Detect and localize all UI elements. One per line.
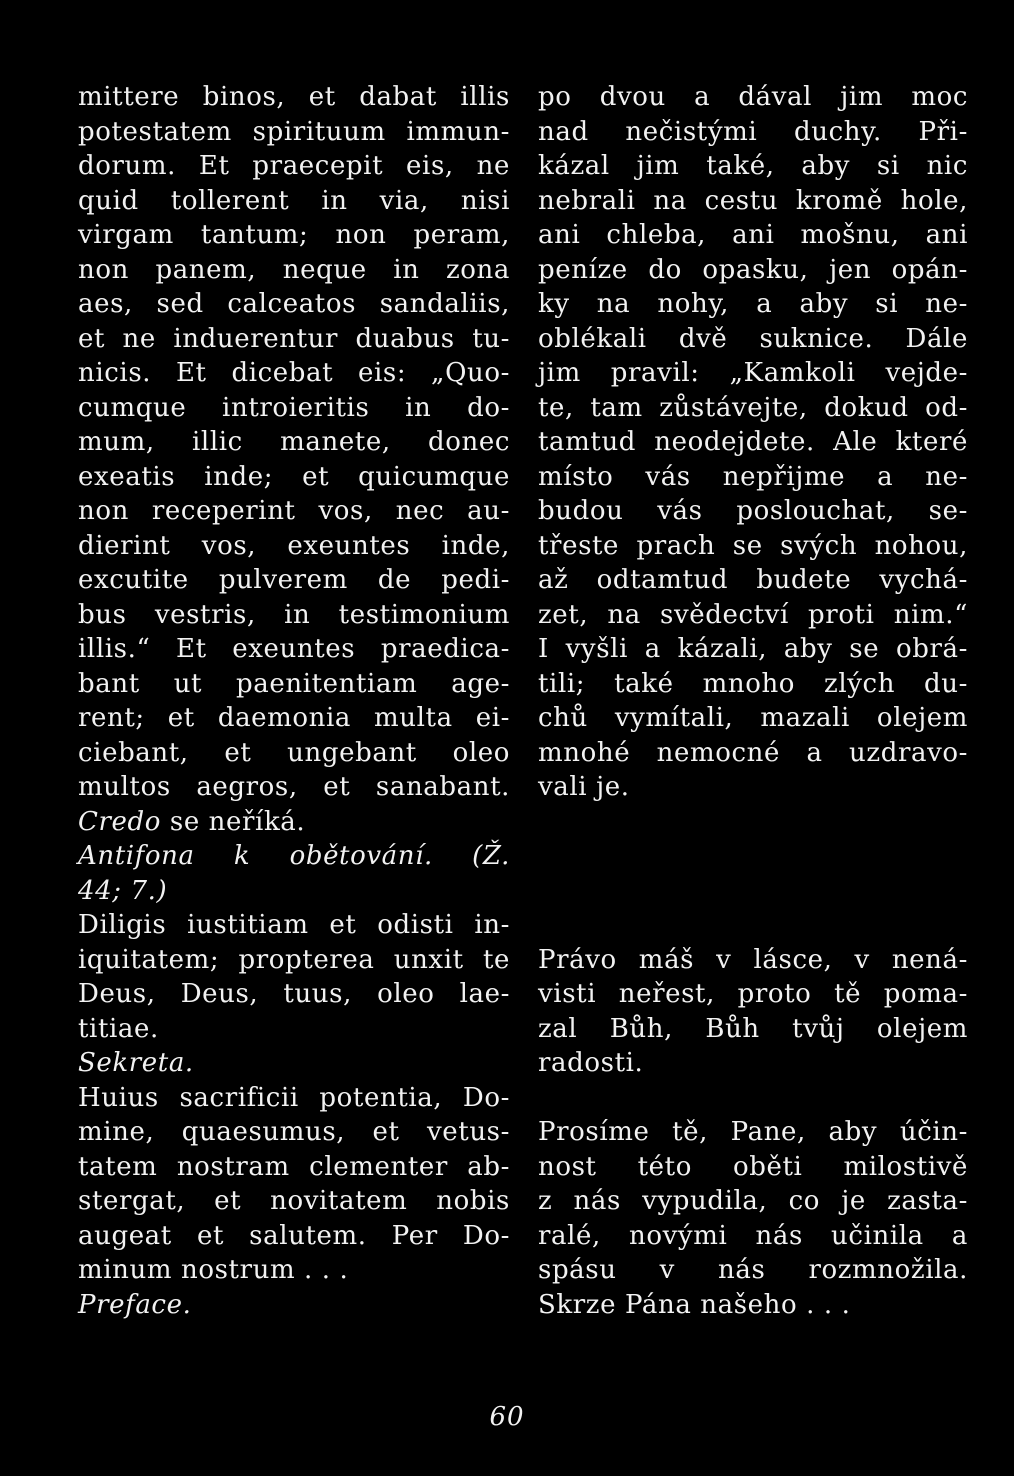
text-line: vali je. xyxy=(538,772,630,802)
column-gap xyxy=(538,805,968,943)
text-line: I vyšli a kázali, aby se obrá- xyxy=(538,634,968,664)
text-line: místo vás nepřijme a ne- xyxy=(538,461,968,492)
text-line: radosti. xyxy=(538,1048,644,1078)
heading-line: 44; 7.) xyxy=(78,875,168,906)
text-line: Právo máš v lásce, v nená- xyxy=(538,944,968,975)
text-line: visti neřest, proto tě poma- xyxy=(538,979,968,1009)
text-line: nost této oběti milostivě xyxy=(538,1151,968,1182)
secret-heading: Sekreta. xyxy=(78,1048,194,1078)
text-line: zet, na svědectví proti nim.“ xyxy=(538,599,968,630)
preface-heading: Preface. xyxy=(78,1289,192,1320)
text-line: excutite pulverem de pedi- xyxy=(78,565,510,595)
czech-gospel xyxy=(538,80,968,805)
text-line: nicis. Et dicebat eis: „Quo- xyxy=(78,358,510,388)
text-line: chů vymítali, mazali olejem xyxy=(538,703,968,733)
text-line: quid tollerent in via, nisi xyxy=(78,185,510,216)
text-line: ky na nohy, a aby si ne- xyxy=(538,289,968,319)
text-line: ciebant, et ungebant oleo xyxy=(78,737,510,768)
text-line: tamtud neodejdete. Ale které xyxy=(538,427,968,457)
latin-gospel xyxy=(78,80,510,805)
text-line: bus vestris, in testimonium xyxy=(78,599,510,630)
text-line: jim pravil: „Kamkoli vejde- xyxy=(538,358,968,388)
text-line: z nás vypudila, co je zasta- xyxy=(538,1186,968,1216)
text-line: Huius sacrificii potentia, Do- xyxy=(78,1082,510,1113)
text-line: peníze do opasku, jen opán- xyxy=(538,254,968,285)
text-line: augeat et salutem. Per Do- xyxy=(78,1220,510,1251)
text-line: tili; také mnoho zlých du- xyxy=(538,668,968,699)
text-line: kázal jim také, aby si nic xyxy=(538,151,968,181)
text-line: nebrali na cestu kromě hole, xyxy=(538,185,968,216)
text-line: potestatem spirituum immun- xyxy=(78,116,510,147)
text-line: cumque introieritis in do- xyxy=(78,392,510,423)
text-line: titiae. xyxy=(78,1013,159,1044)
text-line: oblékali dvě suknice. Dále xyxy=(538,323,968,354)
text-line: nad nečistými duchy. Při- xyxy=(538,116,968,147)
text-line: exeatis inde; et quicumque xyxy=(78,461,510,492)
text-line: non receperint vos, nec au- xyxy=(78,496,510,526)
text-line: Diligis iustitiam et odisti in- xyxy=(78,910,510,940)
text-line: mum, illic manete, donec xyxy=(78,427,510,457)
text-line: dierint vos, exeuntes inde, xyxy=(78,530,510,561)
text-line: tatem nostram clementer ab- xyxy=(78,1151,510,1182)
credo-note xyxy=(78,805,510,840)
heading-line: Antifona k obětování. (Ž. xyxy=(78,841,510,871)
text-line: non panem, neque in zona xyxy=(78,254,510,285)
text-line: et ne induerentur duabus tu- xyxy=(78,323,510,354)
text-line: zal Bůh, Bůh tvůj olejem xyxy=(538,1013,968,1044)
text-line: iquitatem; propterea unxit te xyxy=(78,944,510,975)
text-line: bant ut paenitentiam age- xyxy=(78,668,510,699)
text-line: aes, sed calceatos sandaliis, xyxy=(78,289,510,319)
text-line: stergat, et novitatem nobis xyxy=(78,1186,510,1216)
czech-secret xyxy=(538,1115,968,1322)
text-line: Skrze Pána našeho . . . xyxy=(538,1289,851,1320)
text-line: mnohé nemocné a uzdravo- xyxy=(538,737,968,768)
offertory-heading xyxy=(78,839,510,908)
text-line: minum nostrum . . . xyxy=(78,1255,349,1285)
credo-rest: se neříká. xyxy=(161,806,306,837)
text-line: mine, quaesumus, et vetus- xyxy=(78,1117,510,1147)
text-line: po dvou a dával jim moc xyxy=(538,82,968,112)
czech-offertory xyxy=(538,943,968,1081)
column-gap xyxy=(538,1081,968,1116)
latin-column xyxy=(78,80,510,1322)
credo-italic: Credo xyxy=(78,806,162,837)
text-line: rent; et daemonia multa ei- xyxy=(78,703,510,733)
text-line: mittere binos, et dabat illis xyxy=(78,82,510,112)
text-line: až odtamtud budete vychá- xyxy=(538,565,968,595)
page-number: 60 xyxy=(489,1402,525,1432)
czech-column xyxy=(538,80,968,1322)
text-line: virgam tantum; non peram, xyxy=(78,220,510,250)
text-line: illis.“ Et exeuntes praedica- xyxy=(78,634,510,664)
latin-offertory xyxy=(78,908,510,1046)
text-line: třeste prach se svých nohou, xyxy=(538,530,968,561)
text-line: multos aegros, et sanabant. xyxy=(78,772,510,802)
text-line: ani chleba, ani mošnu, ani xyxy=(538,220,968,250)
text-line: Prosíme tě, Pane, aby účin- xyxy=(538,1117,968,1147)
text-line: ralé, novými nás učinila a xyxy=(538,1220,968,1251)
latin-secret xyxy=(78,1081,510,1288)
text-line: Deus, Deus, tuus, oleo lae- xyxy=(78,979,510,1009)
text-line: dorum. Et praecepit eis, ne xyxy=(78,151,510,181)
text-line: budou vás poslouchat, se- xyxy=(538,496,968,526)
text-line: spásu v nás rozmnožila. xyxy=(538,1255,968,1285)
text-line: te, tam zůstávejte, dokud od- xyxy=(538,392,968,423)
